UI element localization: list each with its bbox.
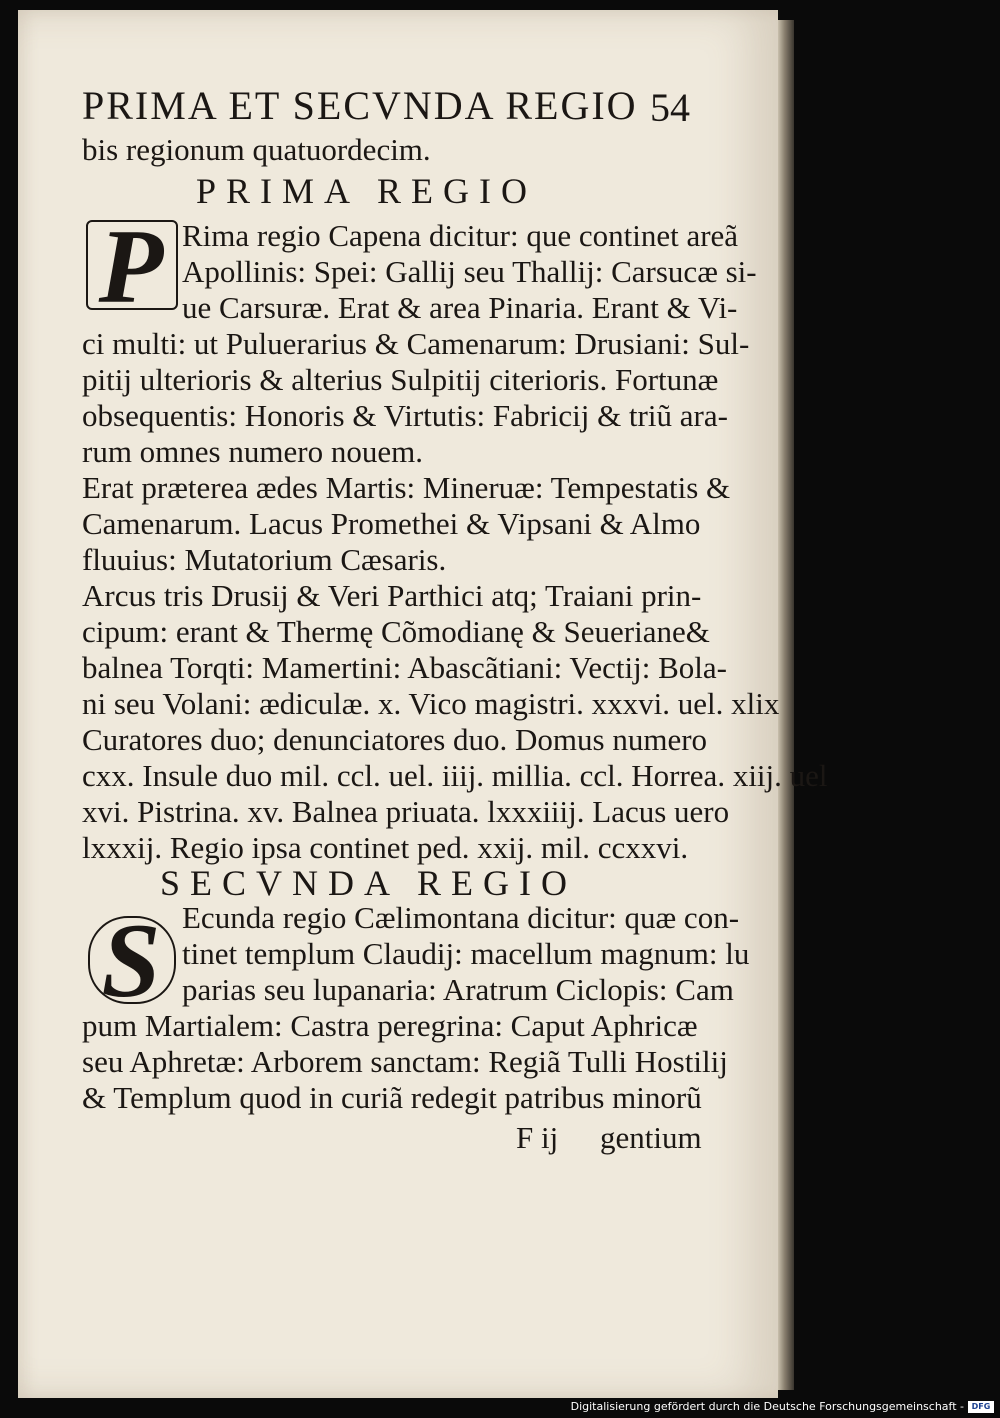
text-line: pum Martialem: Castra peregrina: Caput Aphricæ [82, 1008, 698, 1043]
intro-line: bis regionum quatuordecim. [82, 132, 431, 167]
catchword: gentium [600, 1120, 702, 1155]
text-line: cxx. Insule duo mil. ccl. uel. iiij. millia. ccl. Horrea. xiij. uel [82, 758, 828, 793]
running-head: PRIMA ET SECVNDA REGIO [82, 83, 638, 128]
text-line: fluuius: Mutatorium Cæsaris. [82, 542, 447, 577]
text-line: Rima regio Capena dicitur: que continet areã [182, 218, 739, 253]
text-line: parias seu lupanaria: Aratrum Ciclopis: Cam [182, 972, 734, 1007]
section-heading-prima: PRIMA REGIO [196, 171, 538, 211]
text-line: ci multi: ut Puluerarius & Camenarum: Drusiani: Sul- [82, 326, 750, 361]
digitization-credit: Digitalisierung gefördert durch die Deutsche Forschungsgemeinschaft - [570, 1400, 964, 1413]
dfg-logo-icon: DFG [968, 1401, 994, 1413]
text-line: pitij ulterioris & alterius Sulpitij citerioris. Fortunæ [82, 362, 719, 397]
text-line: lxxxij. Regio ipsa continet ped. xxij. mil. ccxxvi. [82, 830, 689, 865]
page-fore-edge [778, 20, 794, 1390]
signature-mark: F ij [516, 1120, 559, 1155]
text-line: xvi. Pistrina. xv. Balnea priuata. lxxxiiij. Lacus uero [82, 794, 730, 829]
decorated-initial-s: S [101, 902, 161, 1019]
text-line: balnea Torqti: Mamertini: Abascãtiani: Vectij: Bola- [82, 650, 727, 685]
text-line: ni seu Volani: ædiculæ. x. Vico magistri. xxxvi. uel. xlix [82, 686, 780, 721]
text-line: tinet templum Claudij: macellum magnum: lu [182, 936, 750, 971]
text-line: Curatores duo; denunciatores duo. Domus numero [82, 722, 708, 757]
text-line: Arcus tris Drusij & Veri Parthici atq; Traiani prin- [82, 578, 702, 613]
folio-number: 54 [650, 85, 690, 130]
text-line: ue Carsuræ. Erat & area Pinaria. Erant & Vi- [182, 290, 738, 325]
text-line: & Templum quod in curiã redegit patribus minorũ [82, 1080, 702, 1115]
text-line: Erat præterea ædes Martis: Mineruæ: Tempestatis & [82, 470, 731, 505]
text-line: obsequentis: Honoris & Virtutis: Fabricij & triũ ara- [82, 398, 728, 433]
decorated-initial-p: P [98, 208, 164, 325]
text-line: cipum: erant & Thermę Cõmodianę & Seueriane& [82, 614, 710, 649]
text-line: seu Aphretæ: Arborem sanctam: Regiã Tulli Hostilij [82, 1044, 728, 1079]
text-line: Ecunda regio Cælimontana dicitur: quæ con- [182, 900, 740, 935]
text-line: Camenarum. Lacus Promethei & Vipsani & Almo [82, 506, 701, 541]
text-line: Apollinis: Spei: Gallij seu Thallij: Carsucæ si- [182, 254, 757, 289]
section-heading-secunda: SECVNDA REGIO [160, 863, 578, 903]
text-line: rum omnes numero nouem. [82, 434, 423, 469]
